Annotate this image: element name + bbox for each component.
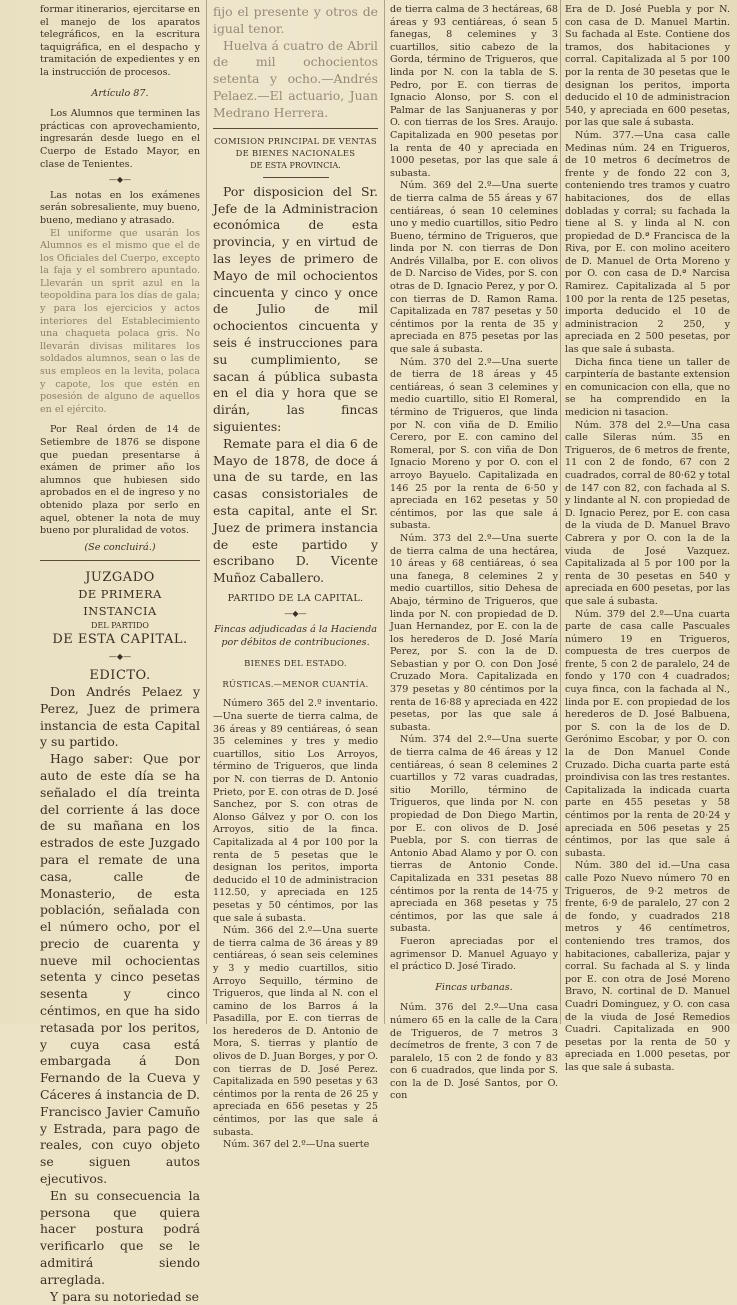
partido-heading: PARTIDO DE LA CAPITAL. — [227, 592, 364, 604]
edicto-heading: EDICTO. — [89, 667, 151, 683]
paragraph-numero-365: Número 365 del 2.º inventario.—Una suerte de tierra calma, de 36 áreas y 89 centiáreas, ó sean 35 celemines y tres y medio cuartillos, sitio Los Arroyos, término de Trigueros, que linda por N. con tierras de D. Antonio Prieto, por E. con otras de D. José Sanchez, por S. con otras de Alonso Gálvez y por O. con los Arroyos, sitio de la finca. Capitalizada al 4 por 100 por la renta de 5 pesetas que le designan los peritos, importa deducido el 10 de administracion 112.50, y apreciada en 125 pesetas y 50 céntimos, por las que sale á subasta. — [213, 698, 379, 924]
paragraph-notas: Las notas en los exámenes serán sobresaliente, muy bueno, bueno, mediano y atrasado. — [40, 189, 200, 226]
column-4 — [565, 4, 730, 1073]
paragraph-edicto: Don Andrés Pelaez y Perez, Juez de primera instancia de esta Capital y su partido. — [40, 683, 200, 750]
paragraph-numero-374: Núm. 374 del 2.º—Una suerte de tierra calma de 46 áreas y 12 centiáreas, ó sean 8 celemines 2 cuartillos y 72 varas cuadradas, sitio Morillo, término de Trigueros, que linda por N. con propiedad de Don Diego Martin, por E. con olivos de D. José Puebla, por S. con tierras de Antonio Abad Alamo y por O. con tierras de Antonio Conde. Capitalizada en 331 pesetas 88 céntimos por la renta de 14·75 y apreciada en 368 pesetas y 75 céntimos, por las que sale á subasta. — [390, 734, 558, 935]
paragraph-alumnos: Los Alumnos que terminen las prácticas con aprovechamiento, ingresarán desde luego en el Cuerpo de Estado Mayor, en clase de Tenientes. — [40, 108, 200, 170]
paragraph-real-orden: Por Real órden de 14 de Setiembre de 1876 se dispone que puedan presentarse á exámen de primer año los alumnos que hubiesen sido aprobados en el de ingreso y no obtenido plaza por serlo en aquel, obtener la nota de muy bueno por pluralidad de votos. — [40, 424, 200, 537]
section-rule — [213, 128, 378, 129]
concluira-note: (Se concluirá.) — [84, 541, 156, 553]
paragraph-numero-369: Núm. 369 del 2.º—Una suerte de tierra calma de 55 áreas y 67 centiáreas, ó sean 10 celemines uno y medio cuartillos, sitio Pedro Bueno, término de Trigueros, que linda por N. con tierras de Don Andrés Villalba, por E. con olivos de D. Narciso de Vides, por S. con otras de D. Ignacio Perez, y por O. con tierras de D. Ramon Rama. Capitalizada en 787 pesetas y 50 céntimos por la renta de 35 y apreciada en 875 pesetas por las que sale á subasta. — [390, 180, 558, 356]
paragraph-fueron-apreciadas: Fueron apreciadas por el agrimensor D. Manuel Aguayo y el práctico D. José Tirado. — [390, 935, 558, 973]
fincas-urbanas-heading: Fincas urbanas. — [435, 981, 513, 993]
paragraph-numero-367: Núm. 367 del 2.º—Una suerte — [223, 1139, 370, 1151]
comision-heading: COMISION PRINCIPAL DE VENTAS DE BIENES NACIONALES — [214, 135, 377, 159]
intro-paragraph: formar itinerarios, ejercitarse en el manejo de los aparatos telegráficos, en la escritura taquigráfica, en el despacho y tramitación de expedientes y en la instrucción de procesos. — [40, 4, 200, 78]
paragraph-numero-380: Núm. 380 del id.—Una casa calle Pozo Nuevo número 70 en Trigueros, de 9·2 metros de frente, 6·9 de paralelo, 27 con 2 de fondo, y cuadrados 218 metros y 46 centímetros, conteniendo tres tramos, dos habitaciones, caballeriza, pajar y corral. Su fachada al S. y linda por E. con otra de José Moreno Bravo, N. cortinal de D. Manuel Cuadri Dominguez, y O. con casa de la viuda de José Remedios Cuadri. Capitalizada en 900 pesetas por la renta de 50 y apreciada en 1.000 pesetas, por las que sale á subasta. — [565, 860, 730, 1073]
separator-ornament: —◆— — [284, 609, 307, 619]
paragraph-remate: Remate para el dia 6 de Mayo de 1878, de doce á una de su tarde, en las casas consistoriales de esta capital, ante el Sr. Juez de primera instancia de este partido y escribano D. Vicente Muñoz Caballero. — [213, 435, 378, 586]
del-partido-heading: DEL PARTIDO — [91, 621, 149, 631]
paragraph-top: fijo el presente y otros de igual tenor. — [213, 4, 378, 36]
juzgado-heading: JUZGADO — [85, 570, 155, 586]
column-2 — [213, 4, 379, 1151]
paragraph-continuation: Era de D. José Puebla y por N. con casa de D. Manuel Martin. Su fachada al Este. Contiene dos tramos, dos habitaciones y corral. Capitalizada al 5 por 100 por la renta de 30 pesetas que le designan los peritos, importa deducido el 10 de administracion 540, y apreciada en 600 pesetas, por las que sale á subasta. — [565, 4, 730, 129]
provincia-subheading: DE ESTA PROVINCIA. — [250, 160, 341, 170]
paragraph-hago-saber: Hago saber: Que por auto de este día se ha señalado el día treinta del corriente á las doce de su mañana en los estrados de este Juzgado para el remate de una casa, calle de Monasterio, de esta población, señalada con el número ocho, por el precio de cuarenta y nueve mil ochocientas setenta y cinco pesetas sesenta y cinco céntimos, en que ha sido retasada por los peritos, y cuya casa está embargada á Don Fernando de la Cueva y Cáceres á instancia de D. Francisco Javier Camuño y Estrada, para pago de reales, con cuyo objeto se siguen autos ejecutivos. — [40, 751, 200, 1187]
fincas-adjudicadas-heading: Fincas adjudicadas á la Hacienda por débitos de contribuciones. — [214, 624, 377, 648]
paragraph-consecuencia: En su consecuencia la persona que quiera hacer postura podrá verificarlo que se le admitirá siendo arreglada. — [40, 1187, 200, 1287]
column-rule — [560, 0, 561, 1024]
paragraph-uniforme: El uniforme que usarán los Alumnos es el mismo que el de los Oficiales del Cuerpo, excepto la faja y el sombrero apuntado. Llevarán un sprit azul en la teopoldina para los días de gala; y para los ejercicios y actos interiores del Establecimiento una chaqueta polaca gris. No llevarán divisas militares los soldados alumnos, sean o las de sus empleos en la levita, polaca y capote, los que estén en posesión de alguno de aquellos en el ejército. — [40, 227, 200, 415]
paragraph-huelva-signature: Huelva á cuatro de Abril de mil ochocientos setenta y ocho.—Andrés Pelaez.—El actuario, Juan Medrano Herrera. — [213, 37, 378, 120]
paragraph-numero-378: Núm. 378 del 2.º—Una casa calle Sileras núm. 35 en Trigueros, de 6 metros de frente, 11 con 2 de fondo, 67 con 2 cuadrados, corral de 80·62 y total de 147 con 82, con fachada al S. y lindante al N. con propiedad de D. Ignacio Perez, por E. con casa de la viuda de D. Manuel Bravo Cabrera y por O. con la de la viuda de José Vazquez. Capitalizada al 5 por 100 por la renta de 30 pesetas en 540 y apreciada en 600 pesetas, por las que sale á subasta. — [565, 419, 730, 607]
paragraph-numero-376: Núm. 376 del 2.º—Una casa número 65 en la calle de la Cara de Trigueros, de 7 metros 3 decímetros de frente, 3 con 7 de paralelo, 15 con 2 de fondo y 83 con 6 cuadrados, que linda por S. con la de D. José Santos, por O. con — [390, 1002, 558, 1102]
separator-ornament: —◆— — [108, 175, 132, 185]
paragraph-numero-379: Núm. 379 del 2.º—Una cuarta parte de casa calle Pascuales número 19 en Trigueros, compuesta de tres cuerpos de frente, 5 con 2 de paralelo, 24 de fondo y 170 con 4 cuadrados; cuya finca, con la fachada al N., linda por E. con propiedad de los herederos de D. José Balbuena, por S. con la de los de D. Gerónimo Escobar, y por O. con la de Don Manuel Conde Cruzado. Dicha cuarta parte está proindivisa con las tres restantes. Capitalizada la indicada cuarta parte en 455 pesetas y 58 céntimos por la renta de 20·24 y apreciada en 506 pesetas y 25 céntimos, por las que sale á subasta. — [565, 608, 730, 859]
paragraph-numero-377: Núm. 377.—Una casa calle Medinas núm. 24 en Trigueros, de 10 metros 6 decímetros de frente y de fondo 22 con 3, conteniendo tres tramos y cuatro habitaciones, dos de ellas dobladas y corral; su fachada la tiene al S. y linda al N. con propiedad de D.ª Francisca de la Riva, por E. con molino aceitero de D. Manuel de Orta Moreno y por O. con casa de D.ª Narcisa Ramirez. Capitalizada al 5 por 100 por la renta de 125 pesetas, importa deducido el 10 de administracion 2 250, y apreciada en 2 500 pesetas, por las que sale á subasta. — [565, 129, 730, 356]
column-1 — [40, 4, 200, 1304]
paragraph-final: Y para su notoriedad se — [50, 1288, 199, 1304]
paragraph-continuation: de tierra calma de 3 hectáreas, 68 áreas y 93 centiáreas, ó sean 5 fanegas, 8 celemines y 3 cuartillos, sitio cabezo de la Gorda, término de Trigueros, que linda por N. con la tabla de S. Pedro, por E. con tierras de Ignacio Alonso, por S. con el Palmar de las Sanjuaneras y por O. con tierras de los Sres. Araujo. Capitalizada en 900 pesetas por la renta de 40 y apreciada en 1000 pesetas, por las que sale á subasta. — [390, 4, 558, 179]
paragraph-numero-366: Núm. 366 del 2.º—Una suerte de tierra calma de 36 áreas y 89 centiáreas, ó sean seis celemines y 3 y medio cuartillos, sitio Arroyo Sequillo, término de Trigueros, que linda al N. con el camino de los Barros á la Pasadilla, por E. con tierras de los herederos de D. Antonio de Mora, S. tierras y plantío de olivos de D. Juan Borges, y por O. con tierras de D. José Perez. Capitalizada en 590 pesetas y 63 céntimos por la renta de 26 25 y apreciada en 656 pesetas y 25 céntimos, por las que sale á subasta. — [213, 925, 378, 1138]
paragraph-dicha-finca: Dicha finca tiene un taller de carpintería de bastante extension en comunicacion con ella, que no se ha comprendido en la medicion ni tasacion. — [565, 356, 730, 418]
paragraph-disposicion: Por disposicion del Sr. Jefe de la Administracion económica de esta provincia, y en virtud de las leyes de primero de Mayo de mil ochocientos cincuenta y cinco y once de Julio de mil ochocientos cincuenta y seis é instrucciones para su cumplimiento, se sacan á pública subasta en el dia y hora que se dirán, las fincas siguientes: — [213, 183, 378, 434]
column-rule — [206, 0, 207, 1024]
paragraph-numero-370: Núm. 370 del 2.º—Una suerte de tierra de 18 áreas y 45 centiáreas, ó sean 3 celemines y medio cuartillo, sitio El Romeral, término de Trigueros, que linda por N. con viña de D. Emilio Cerero, por E. con camino del Romeral, por S. con viña de Don Ignacio Moreno y por O. con el arroyo Bayuelo. Capitalizada en 146 25 por la renta de 6·50 y apreciada en 162 pesetas y 50 céntimos, por las que sale á subasta. — [390, 356, 558, 532]
section-rule — [40, 560, 200, 561]
column-3 — [390, 4, 558, 1102]
primera-instancia-heading: DE PRIMERA INSTANCIA — [78, 587, 162, 619]
bienes-heading: BIENES DEL ESTADO. — [244, 658, 347, 669]
separator-ornament: —◆— — [108, 652, 132, 662]
rusticas-heading: RÚSTICAS.—MENOR CUANTÍA. — [222, 678, 369, 689]
paragraph-numero-373: Núm. 373 del 2.º—Una suerte de tierra calma de una hectárea, 10 áreas y 68 centiáreas, ó sea una fanega, 8 celemines 2 y medio cuartillos, sitio Dehesa de Abajo, término de Trigueros, que linda por N. con propiedad de D. Juan Hernandez, por E. con la de los herederos de D. José María Perez, por S. con la de D. Sebastian y por O. con Don José Cruzado Mora. Capitalizada en 379 pesetas y 80 céntimos por la renta de 16·88 y apreciada en 422 pesetas, por las que sale á subasta. — [390, 532, 558, 733]
article-heading: Artículo 87. — [91, 87, 149, 99]
section-rule — [263, 177, 329, 178]
capital-heading: DE ESTA CAPITAL. — [52, 632, 188, 648]
column-rule — [384, 0, 385, 1024]
